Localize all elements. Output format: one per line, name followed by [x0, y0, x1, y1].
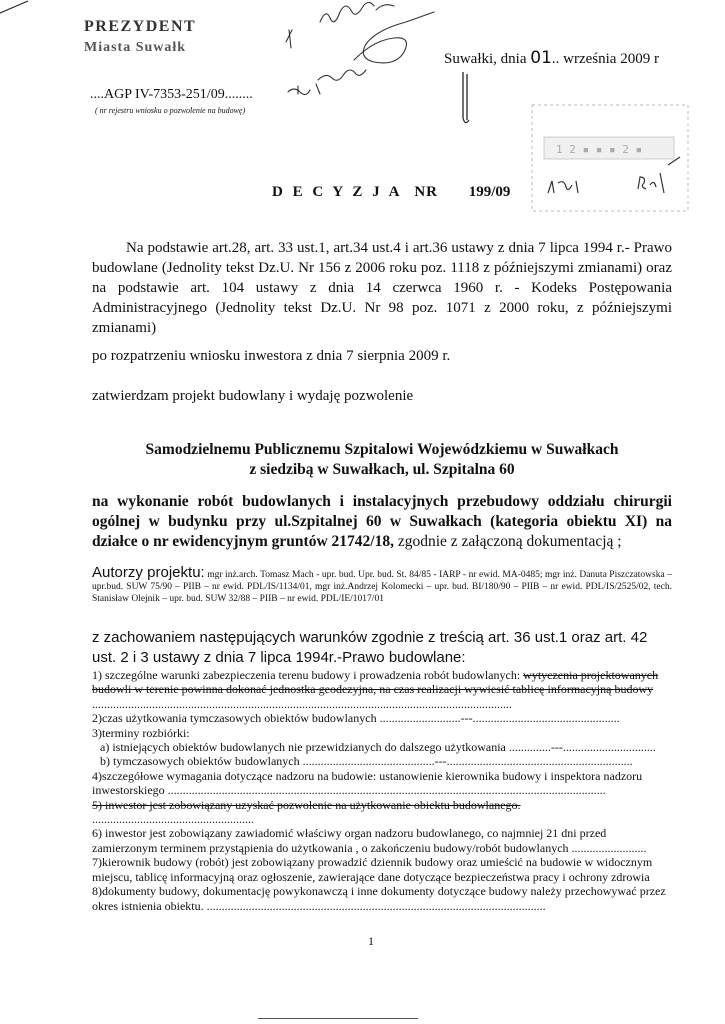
page-number: 1 — [368, 934, 374, 948]
reference-number: ....AGP IV-7353-251/09........ — [90, 87, 253, 102]
condition-4: 4)szczegółowe wymagania dotyczące nadzoru na budowie: ustanowienie kierownika budowy i inspektora nadzoru inwestorskiego .................................................................................................................................................. — [92, 768, 643, 798]
condition-1 — [92, 668, 674, 711]
issuer-city: Miasta Suwałk — [84, 40, 187, 55]
authors-label: Autorzy projektu: — [92, 564, 205, 581]
condition-5 — [92, 798, 674, 827]
decision-nr-label: NR — [414, 184, 438, 200]
reference-note: ( nr rejestru wniosku o pozwolenie na budowę) — [95, 106, 246, 115]
addressee-name: Samodzielnemu Publicznemu Szpitalowi Wojewódzkiemu w Suwałkach — [145, 441, 619, 458]
corner-mark — [0, 0, 30, 14]
condition-8: 8)dokumenty budowy, dokumentację powykonawczą i inne dokumenty dotyczące budowy należy przechowywać przez okres istnienia obiektu. ................................................................................................................. — [92, 884, 666, 913]
conditions-list — [92, 668, 674, 913]
addressee-seat: z siedzibą w Suwałkach, ul. Szpitalna 60 — [249, 461, 515, 478]
issuer-title: PREZYDENT — [84, 18, 197, 35]
handwritten-annotation — [258, 0, 448, 112]
condition-1-dots: ............................................................................................................................................ — [92, 696, 512, 711]
legal-basis-text: Na podstawie art.28, art. 33 ust.1, art.34 ust.4 i art.36 ustawy z dnia 7 lipca 1994 r.- Prawo budowlane (Jednolity tekst Dz.U. Nr 156 z 2006 roku poz. 1118 z późniejszymi zmianami) oraz na podstawie art. 104 ustawy z dnia 14 czerwca 1960 r. - Kodeks Postępowania Administracyjnego (Jednolity tekst Dz.U. Nr 98 poz. 1071 z 2000 roku, z późniejszymi zmianami) — [92, 240, 672, 336]
handwritten-stroke — [455, 70, 477, 130]
decision-word: D E C Y Z J A — [272, 184, 402, 200]
approval-line: zatwierdzam projekt budowlany i wydaję pozwolenie — [92, 388, 414, 404]
project-authors — [92, 564, 672, 605]
condition-3: 3)terminy rozbiórki: — [92, 725, 190, 740]
condition-2: 2)czas użytkowania tymczasowych obiektów budowlanych ...........................---................................................. — [92, 711, 620, 726]
scope-tail: zgodnie z załączoną dokumentacją ; — [393, 533, 622, 550]
decision-title — [272, 184, 510, 201]
date-suffix: .. września 2009 r — [551, 51, 659, 67]
scope-of-work — [92, 492, 672, 552]
condition-6: 6) inwestor jest zobowiązany zawiadomić właściwy organ nadzoru budowlanego, co najmniej 21 dni przed zamierzonym terminem przystąpienia do użytkowania , o zakończeniu budowy/robót budowlanych ......................... — [92, 826, 647, 855]
decision-number: 199/09 — [468, 184, 511, 200]
condition-1-text: 1) szczególne warunki zabezpieczenia terenu budowy i prowadzenia robót budowlanych: — [92, 668, 524, 682]
svg-text:1 2 ▪ ▪ ▪ 2 ▪: 1 2 ▪ ▪ ▪ 2 ▪ — [556, 143, 643, 156]
decision-date — [444, 48, 659, 68]
condition-3b: b) tymczasowych obiektów budowlanych ............................................---.............................................................. — [100, 754, 633, 769]
legal-basis-paragraph — [92, 238, 672, 338]
scope-text: na wykonanie robót budowlanych i instalacyjnych przebudowy oddziału chirurgii ogólnej w budynku przy ul.Szpitalnej 60 w Suwałkach (kategoria obiektu XI) na działce o nr ewidencyjnym gruntów 21742/18, — [92, 493, 672, 550]
date-prefix: Suwałki, dnia — [444, 51, 527, 67]
after-review-line: po rozpatrzeniu wniosku inwestora z dnia 7 sierpnia 2009 r. — [92, 348, 451, 364]
condition-7: 7)kierownik budowy (robót) jest zobowiązany prowadzić dziennik budowy oraz umieścić na budowie w widocznym miejscu, tablicę informacyjną oraz ogłoszenie, zawierające dane dotyczące bezpieczeństwa pracy i ochrony zdrowia — [92, 855, 653, 884]
condition-5-dots: ...................................................... — [92, 812, 254, 827]
footer-line — [258, 1018, 418, 1019]
condition-1-struck: wytyczenia projektowanych budowli w terenie powinna dokonać jednostka geodezyjna, na czas realizacji wywiesić tablicę informacyjną budowy — [92, 668, 659, 697]
addressee — [92, 440, 672, 480]
condition-3a: a) istniejących obiektów budowlanych nie przewidzianych do dalszego użytkowania ..............---............................... — [100, 740, 656, 755]
authors-text: mgr inż.arch. Tomasz Mach - upr. bud. Upr. bud. St. 84/85 - IARP - nr ewid. MA-0485; mgr inż. Danuta Piszczatowska – upr.bud. SUW 75/90 – PIIB – nr ewid. PDL/IS/1134/01, mgr inż.Andrzej Kolomecki – upr. bud. BI/180/90 – PIIB – nr ewid. PDL/IS/2525/02, tech. Stanisław Olejnik – upr. bud. SUW 32/88 – PIIB – nr ewid. PDL/IE/1017/01 — [92, 570, 672, 604]
date-day: 01 — [530, 48, 552, 68]
condition-5-struck: 5) inwestor jest zobowiązany uzyskać pozwolenie na użytkowanie obiektu budowlanego. — [92, 797, 521, 812]
registration-stamp — [530, 103, 690, 213]
conditions-intro: z zachowaniem następujących warunków zgodnie z treścią art. 36 ust.1 oraz art. 42 ust. 2 i 3 ustawy z dnia 7 lipca 1994r.-Prawo budowlane: — [92, 629, 648, 666]
